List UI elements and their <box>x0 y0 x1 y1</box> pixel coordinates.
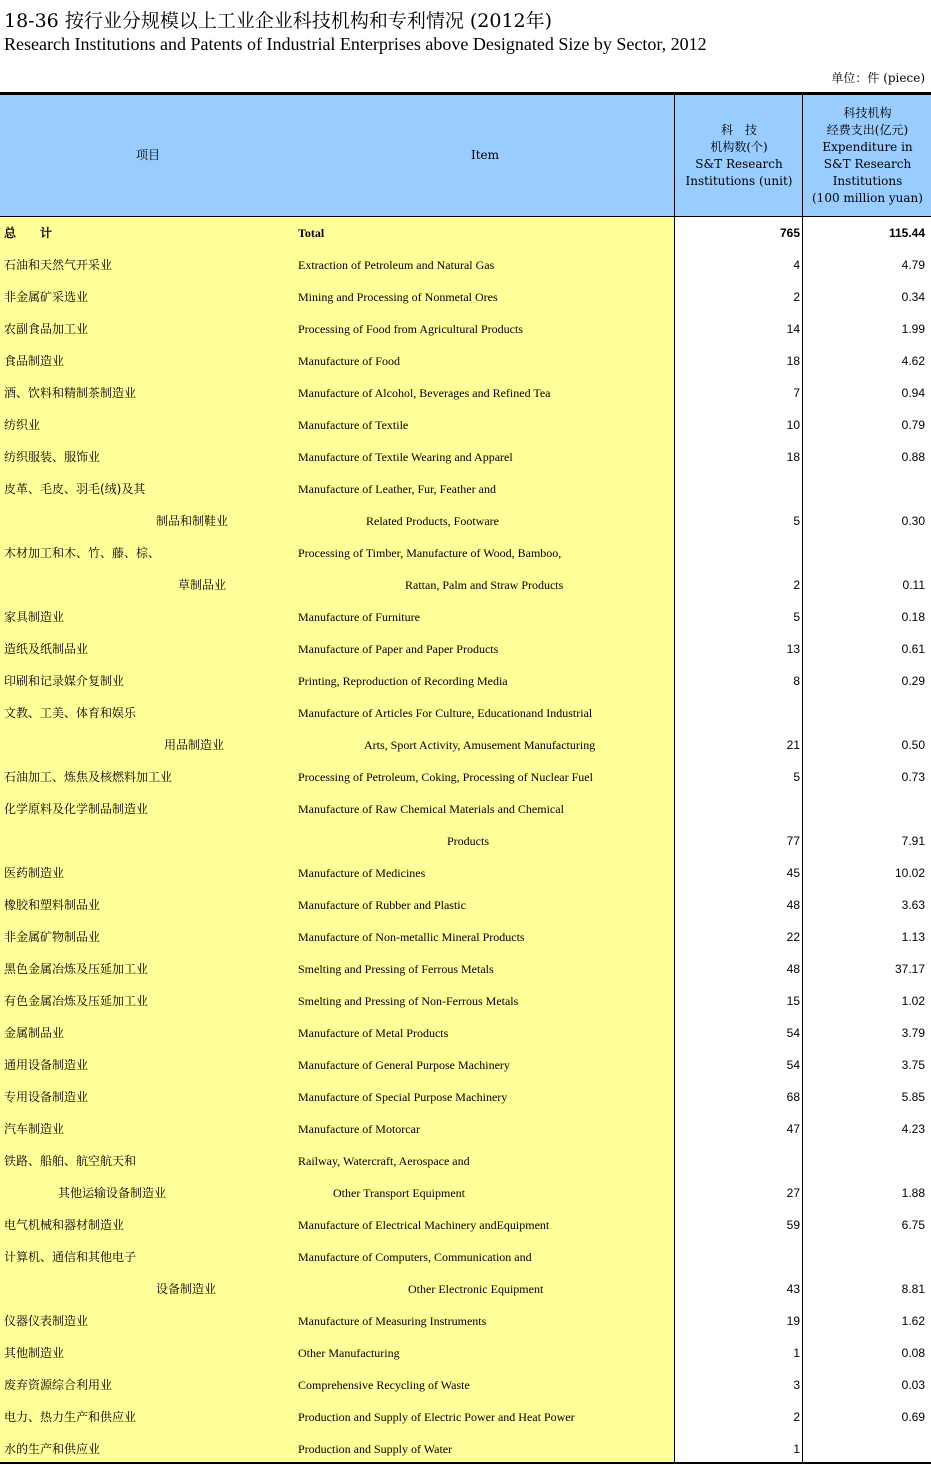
row-expenditure-value: 0.69 <box>901 1410 925 1424</box>
row-institutions-value: 2 <box>793 290 800 304</box>
row-item-cn: 通用设备制造业 <box>4 1058 89 1072</box>
row-expenditure-value: 4.62 <box>901 354 925 368</box>
row-expenditure-value: 115.44 <box>888 226 925 240</box>
table-header <box>0 95 931 217</box>
row-institutions-value: 7 <box>793 386 800 400</box>
row-item-cn: 仪器仪表制造业 <box>4 1314 89 1328</box>
row-institutions-value: 1 <box>793 1442 800 1456</box>
row-item-cn: 电气机械和器材制造业 <box>4 1218 125 1232</box>
row-item-cn: 纺织业 <box>4 418 41 432</box>
row-item-cn: 专用设备制造业 <box>4 1090 89 1104</box>
row-item-cn: 医药制造业 <box>4 866 65 880</box>
row-institutions-value: 14 <box>786 322 800 336</box>
table-row <box>0 569 931 601</box>
row-expenditure-value: 6.75 <box>901 1218 925 1232</box>
table-row <box>0 729 931 761</box>
row-institutions-value: 5 <box>793 610 800 624</box>
row-item-en: Manufacture of Metal Products <box>298 1026 449 1040</box>
row-item-en: Manufacture of Measuring Instruments <box>298 1314 487 1328</box>
page-title-cn: 18-36 按行业分规模以上工业企业科技机构和专利情况 (2012年) <box>4 10 553 32</box>
row-expenditure-value: 3.79 <box>901 1026 925 1040</box>
header-institutions-line: 机构数(个) <box>710 139 768 154</box>
row-institutions-value: 15 <box>786 994 800 1008</box>
row-expenditure-value: 0.03 <box>901 1378 925 1392</box>
row-item-en: Manufacture of Raw Chemical Materials and Chemical <box>298 802 564 816</box>
table-row <box>0 793 931 825</box>
row-item-cn: 非金属矿采选业 <box>4 290 89 304</box>
table-row <box>0 985 931 1017</box>
row-expenditure-value: 0.79 <box>901 418 925 432</box>
row-item-cn: 用品制造业 <box>164 738 225 752</box>
row-item-cn: 金属制品业 <box>4 1026 65 1040</box>
row-item-cn: 皮革、毛皮、羽毛(绒)及其 <box>4 482 146 496</box>
row-expenditure-value: 0.61 <box>901 642 925 656</box>
row-item-cn: 废弃资源综合利用业 <box>4 1378 113 1392</box>
row-institutions-value: 10 <box>786 418 800 432</box>
row-item-en: Mining and Processing of Nonmetal Ores <box>298 290 498 304</box>
row-item-cn: 电力、热力生产和供应业 <box>4 1410 137 1424</box>
table-row <box>0 441 931 473</box>
row-item-cn: 有色金属冶炼及压延加工业 <box>4 994 149 1008</box>
row-item-en: Processing of Petroleum, Coking, Processing of Nuclear Fuel <box>298 770 593 784</box>
row-institutions-value: 22 <box>786 930 800 944</box>
row-item-cn: 农副食品加工业 <box>4 322 89 336</box>
row-institutions-value: 54 <box>786 1058 800 1072</box>
row-item-en: Manufacture of Computers, Communication and <box>298 1250 532 1264</box>
header-expenditure-line: 经费支出(亿元) <box>826 122 909 137</box>
header-expenditure-line: (100 million yuan) <box>812 190 923 205</box>
row-institutions-value: 4 <box>793 258 800 272</box>
row-expenditure-value: 4.79 <box>901 258 925 272</box>
row-item-en: Manufacture of Food <box>298 354 400 368</box>
table-row <box>0 1401 931 1433</box>
row-institutions-value: 5 <box>793 514 800 528</box>
row-item-cn: 其他运输设备制造业 <box>58 1186 167 1200</box>
row-expenditure-value: 5.85 <box>901 1090 925 1104</box>
header-expenditure-line: S&T Research <box>823 156 912 171</box>
row-item-en: Smelting and Pressing of Ferrous Metals <box>298 962 494 976</box>
row-item-en: Other Transport Equipment <box>333 1186 465 1200</box>
row-expenditure-value: 0.11 <box>902 578 925 592</box>
table-row <box>0 665 931 697</box>
row-item-cn: 家具制造业 <box>4 610 65 624</box>
row-item-en: Production and Supply of Water <box>298 1442 453 1456</box>
row-item-en: Extraction of Petroleum and Natural Gas <box>298 258 495 272</box>
row-item-cn: 计算机、通信和其他电子 <box>4 1250 137 1264</box>
header-institutions-line: Institutions (unit) <box>685 173 793 188</box>
row-item-en: Manufacture of Articles For Culture, Educationand Industrial <box>298 706 593 720</box>
row-item-cn: 石油加工、炼焦及核燃料加工业 <box>4 770 173 784</box>
table-row <box>0 473 931 505</box>
row-item-en: Manufacture of Medicines <box>298 866 426 880</box>
row-item-cn: 水的生产和供应业 <box>4 1442 101 1456</box>
row-expenditure-value: 0.94 <box>901 386 925 400</box>
row-expenditure-value: 0.34 <box>901 290 925 304</box>
row-item-en: Manufacture of Leather, Fur, Feather and <box>298 482 496 496</box>
row-expenditure-value: 0.50 <box>901 738 925 752</box>
row-expenditure-value: 1.88 <box>901 1186 925 1200</box>
unit-label: 单位：件 (piece) <box>831 71 925 85</box>
row-expenditure-value: 3.63 <box>901 898 925 912</box>
row-item-en: Railway, Watercraft, Aerospace and <box>298 1154 470 1168</box>
table-row <box>0 1305 931 1337</box>
row-item-en: Manufacture of Paper and Paper Products <box>298 642 499 656</box>
table-row <box>0 313 931 345</box>
table-row <box>0 281 931 313</box>
row-expenditure-value: 1.02 <box>901 994 925 1008</box>
table-row <box>0 953 931 985</box>
row-item-cn: 铁路、船舶、航空航天和 <box>4 1154 137 1168</box>
table-row <box>0 409 931 441</box>
row-institutions-value: 27 <box>786 1186 800 1200</box>
row-item-cn: 总 计 <box>4 226 53 240</box>
row-item-en: Manufacture of Textile <box>298 418 409 432</box>
table-row <box>0 1273 931 1305</box>
table-row <box>0 1017 931 1049</box>
header-institutions-line: S&T Research <box>695 156 783 171</box>
row-expenditure-value: 10.02 <box>894 866 925 880</box>
table-row <box>0 1241 931 1273</box>
row-expenditure-value: 37.17 <box>894 962 925 976</box>
table-row <box>0 1337 931 1369</box>
row-institutions-value: 18 <box>786 354 800 368</box>
row-item-cn: 其他制造业 <box>4 1346 65 1360</box>
row-institutions-value: 48 <box>786 898 800 912</box>
table-row <box>0 889 931 921</box>
row-item-cn: 设备制造业 <box>156 1282 217 1296</box>
row-item-en: Processing of Timber, Manufacture of Wood, Bamboo, <box>298 546 562 560</box>
row-institutions-value: 8 <box>793 674 800 688</box>
row-expenditure-value: 0.73 <box>901 770 925 784</box>
table-row <box>0 921 931 953</box>
row-item-en: Other Electronic Equipment <box>408 1282 544 1296</box>
row-item-en: Manufacture of Special Purpose Machinery <box>298 1090 508 1104</box>
header-expenditure-line: Institutions <box>832 173 903 188</box>
row-institutions-value: 47 <box>786 1122 800 1136</box>
row-item-en: Printing, Reproduction of Recording Media <box>298 674 508 688</box>
table-row <box>0 1113 931 1145</box>
row-expenditure-value: 0.18 <box>901 610 925 624</box>
row-item-cn: 酒、饮料和精制茶制造业 <box>4 386 137 400</box>
row-institutions-value: 5 <box>793 770 800 784</box>
row-institutions-value: 3 <box>793 1378 800 1392</box>
row-institutions-value: 21 <box>786 738 800 752</box>
table-row <box>0 505 931 537</box>
row-item-en: Manufacture of Electrical Machinery andEquipment <box>298 1218 550 1232</box>
row-item-cn: 印刷和记录媒介复制业 <box>4 674 125 688</box>
row-item-cn: 化学原料及化学制品制造业 <box>4 802 149 816</box>
row-expenditure-value: 1.99 <box>901 322 925 336</box>
row-item-en: Manufacture of Textile Wearing and Apparel <box>298 450 513 464</box>
row-institutions-value: 45 <box>786 866 800 880</box>
header-expenditure-line: Expenditure in <box>822 139 913 154</box>
row-expenditure-value: 0.29 <box>901 674 925 688</box>
row-item-en: Manufacture of Rubber and Plastic <box>298 898 466 912</box>
table-row <box>0 217 931 249</box>
row-item-cn: 造纸及纸制品业 <box>4 642 89 656</box>
row-item-en: Other Manufacturing <box>298 1346 400 1360</box>
table-row <box>0 1369 931 1401</box>
table-row <box>0 601 931 633</box>
row-expenditure-value: 3.75 <box>901 1058 925 1072</box>
row-item-en: Processing of Food from Agricultural Products <box>298 322 523 336</box>
row-item-en: Products <box>447 834 489 848</box>
row-expenditure-value: 8.81 <box>901 1282 925 1296</box>
row-item-cn: 食品制造业 <box>4 354 65 368</box>
row-item-en: Manufacture of Non-metallic Mineral Products <box>298 930 525 944</box>
row-item-cn: 汽车制造业 <box>4 1122 65 1136</box>
row-item-en: Manufacture of Furniture <box>298 610 420 624</box>
row-institutions-value: 1 <box>793 1346 800 1360</box>
table-row <box>0 1177 931 1209</box>
row-expenditure-value: 4.23 <box>901 1122 925 1136</box>
row-institutions-value: 765 <box>779 226 800 240</box>
row-institutions-value: 68 <box>786 1090 800 1104</box>
row-item-en: Comprehensive Recycling of Waste <box>298 1378 470 1392</box>
row-item-en: Production and Supply of Electric Power and Heat Power <box>298 1410 575 1424</box>
row-item-en: Manufacture of Alcohol, Beverages and Refined Tea <box>298 386 551 400</box>
row-item-cn: 黑色金属冶炼及压延加工业 <box>4 962 149 976</box>
table-row <box>0 1081 931 1113</box>
row-item-en: Arts, Sport Activity, Amusement Manufacturing <box>364 738 596 752</box>
row-item-cn: 纺织服装、服饰业 <box>4 450 101 464</box>
header-expenditure-line: 科技机构 <box>843 105 892 120</box>
row-expenditure-value: 1.13 <box>901 930 925 944</box>
row-item-en: Manufacture of Motorcar <box>298 1122 420 1136</box>
row-item-cn: 木材加工和木、竹、藤、棕、 <box>4 546 161 560</box>
row-item-cn: 草制品业 <box>178 578 227 592</box>
table-body <box>0 217 931 1462</box>
row-expenditure-value: 0.88 <box>901 450 925 464</box>
table-row <box>0 1145 931 1177</box>
row-institutions-value: 2 <box>793 578 800 592</box>
row-item-cn: 制品和制鞋业 <box>156 514 229 528</box>
header-item-en: Item <box>470 148 500 162</box>
table-row <box>0 345 931 377</box>
row-item-en: Total <box>298 226 325 240</box>
row-institutions-value: 18 <box>786 450 800 464</box>
row-item-en: Related Products, Footware <box>366 514 499 528</box>
row-institutions-value: 19 <box>786 1314 800 1328</box>
table-row <box>0 1049 931 1081</box>
row-item-en: Rattan, Palm and Straw Products <box>405 578 564 592</box>
row-institutions-value: 77 <box>786 834 800 848</box>
table-row <box>0 761 931 793</box>
row-expenditure-value: 1.62 <box>901 1314 925 1328</box>
table-row <box>0 633 931 665</box>
row-item-cn: 非金属矿物制品业 <box>4 930 101 944</box>
row-item-cn: 石油和天然气开采业 <box>4 258 113 272</box>
header-institutions-line: 科 技 <box>720 122 757 137</box>
row-institutions-value: 2 <box>793 1410 800 1424</box>
header-expenditure <box>802 95 931 216</box>
row-institutions-value: 13 <box>786 642 800 656</box>
row-institutions-value: 48 <box>786 962 800 976</box>
row-expenditure-value: 0.30 <box>901 514 925 528</box>
row-item-cn: 橡胶和塑料制品业 <box>4 898 101 912</box>
table-row <box>0 825 931 857</box>
row-item-cn: 文教、工美、体育和娱乐 <box>4 706 137 720</box>
page-title-en: Research Institutions and Patents of Industrial Enterprises above Designated Size by Sector, 2012 <box>4 34 707 54</box>
header-institutions <box>674 95 803 216</box>
row-institutions-value: 59 <box>786 1218 800 1232</box>
table-row <box>0 249 931 281</box>
table-row <box>0 697 931 729</box>
table-bottom-rule <box>0 1462 931 1464</box>
header-item-cn: 项目 <box>135 148 160 162</box>
table-row <box>0 1433 931 1465</box>
row-expenditure-value: 7.91 <box>901 834 925 848</box>
row-item-en: Smelting and Pressing of Non-Ferrous Metals <box>298 994 519 1008</box>
table-row <box>0 537 931 569</box>
row-institutions-value: 54 <box>786 1026 800 1040</box>
row-institutions-value: 43 <box>786 1282 800 1296</box>
row-expenditure-value: 0.08 <box>901 1346 925 1360</box>
table-row <box>0 377 931 409</box>
table-row <box>0 1209 931 1241</box>
table-row <box>0 857 931 889</box>
row-item-en: Manufacture of General Purpose Machinery <box>298 1058 510 1072</box>
